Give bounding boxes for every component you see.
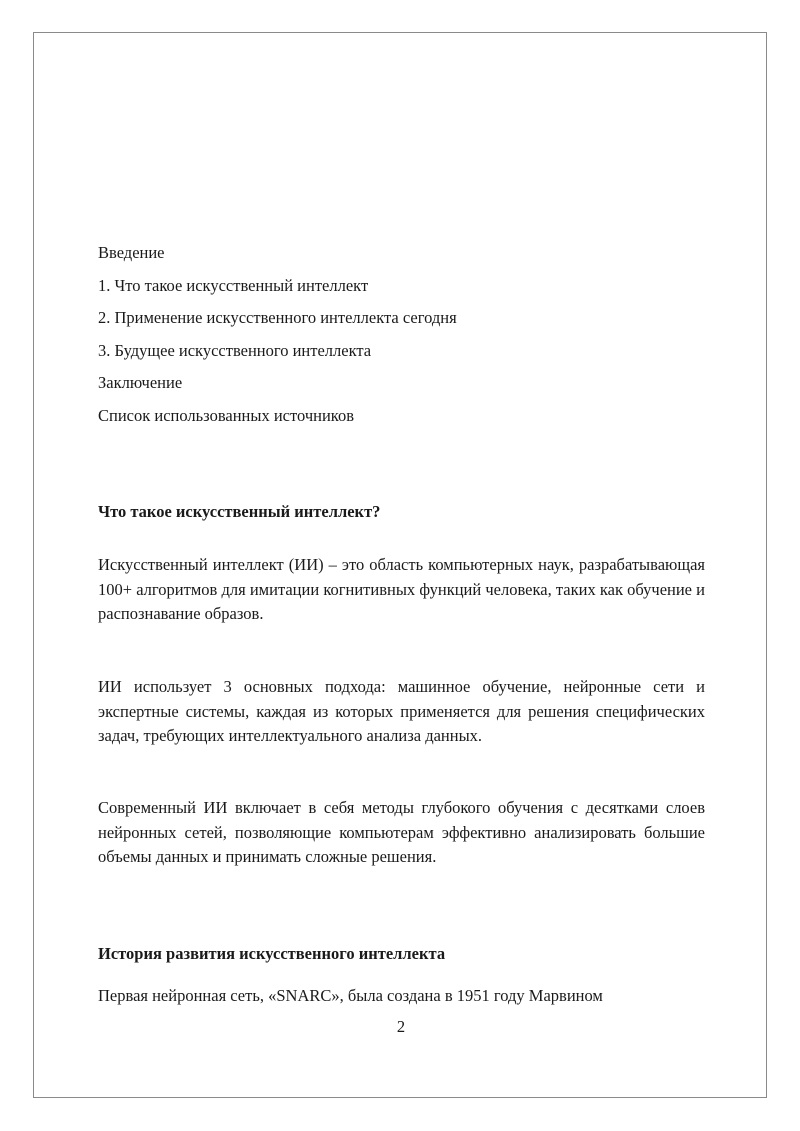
toc-item-what-is-ai: 1. Что такое искусственный интеллект <box>98 275 369 295</box>
paragraph-ai-approaches: ИИ использует 3 основных подхода: машинное обучение, нейронные сети и экспертные системы, каждая из которых применяется для решения специфических задач, требующих интеллектуального анализа данных. <box>98 677 705 745</box>
section-heading-what-is-ai: Что такое искусственный интеллект? <box>98 502 381 521</box>
paragraph-ai-definition: Искусственный интеллект (ИИ) – это область компьютерных наук, разрабатывающая 100+ алгоритмов для имитации когнитивных функций человека, таких как обучение и распознавание образов. <box>98 555 705 623</box>
page-number: 2 <box>396 1017 406 1036</box>
table-of-contents <box>98 241 705 436</box>
toc-item-conclusion: Заключение <box>98 373 183 392</box>
toc-item-ai-today: 2. Применение искусственного интеллекта сегодня <box>98 308 457 327</box>
toc-item-introduction: Введение <box>98 243 165 262</box>
section-heading-ai-history: История развития искусственного интеллекта <box>98 944 446 963</box>
paragraph-modern-ai: Современный ИИ включает в себя методы глубокого обучения с десятками слоев нейронных сетей, позволяющие компьютерам эффективно анализировать большие объемы данных и принимать сложные решения. <box>98 798 705 866</box>
toc-item-ai-future: 3. Будущее искусственного интеллекта <box>98 340 372 360</box>
document-page <box>33 32 767 1098</box>
toc-item-references: Список использованных источников <box>98 405 354 425</box>
paragraph-snarc: Первая нейронная сеть, «SNARC», была создана в 1951 году Марвином <box>98 986 603 1005</box>
